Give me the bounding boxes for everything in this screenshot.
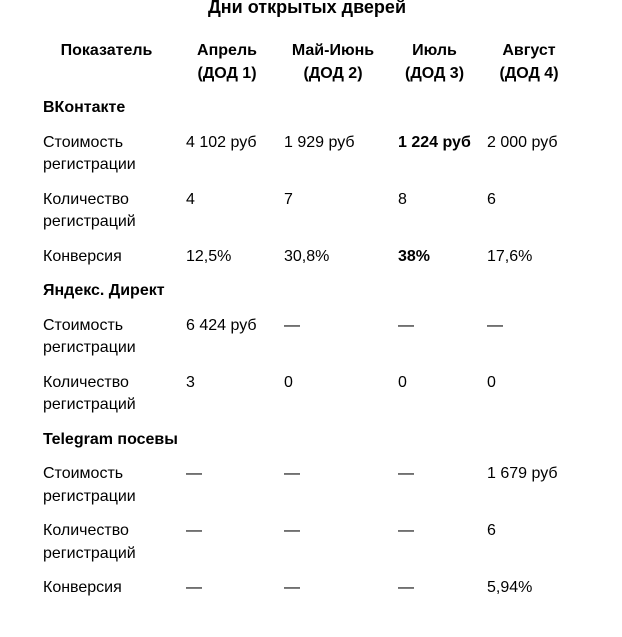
header-row (35, 34, 579, 91)
table-cell: — (186, 465, 202, 482)
table-cell: 8 (398, 190, 407, 208)
table-cell-highlight: 1 224 руб (398, 133, 471, 151)
row-label: Стоимость регистрации (43, 316, 136, 356)
table-cell: 3 (186, 373, 195, 391)
section-title: ВКонтакте (43, 99, 126, 116)
table-cell: — (487, 316, 503, 334)
header-period (178, 34, 276, 91)
section-row (35, 91, 579, 126)
row-label: Конверсия (43, 579, 122, 596)
table-cell: 6 (487, 522, 496, 539)
row-label: Конверсия (43, 247, 122, 265)
table-cell: — (284, 316, 300, 334)
table-cell: 0 (284, 373, 293, 391)
table-cell: 7 (284, 190, 293, 208)
header-month: Апрель (197, 42, 257, 59)
table-cell: 1 679 руб (487, 465, 558, 482)
table-cell: 30,8% (284, 247, 330, 265)
table-cell: 17,6% (487, 247, 533, 265)
table-row (35, 366, 579, 423)
table-cell: 4 102 руб (186, 133, 257, 151)
table-cell: 6 (487, 190, 496, 208)
header-period (390, 34, 479, 91)
table-row (35, 457, 579, 514)
header-event: (ДОД 3) (404, 64, 465, 82)
table-cell: — (284, 465, 300, 482)
table-row (35, 240, 579, 275)
section-title: Яндекс. Директ (43, 282, 165, 299)
table-cell: 4 (186, 190, 195, 208)
row-label: Количество регистраций (43, 190, 136, 230)
table-cell-highlight: 38% (398, 247, 431, 265)
table-row (35, 514, 579, 571)
row-label: Стоимость регистрации (43, 465, 136, 505)
table-row (35, 126, 579, 183)
table-cell: — (398, 316, 414, 334)
table-cell: 2 000 руб (487, 133, 558, 151)
table-cell: — (398, 579, 414, 596)
table-cell: — (398, 522, 414, 539)
row-label: Количество регистраций (43, 522, 136, 562)
table-cell: — (186, 579, 202, 596)
open-days-table (35, 34, 579, 606)
table-cell: — (186, 522, 202, 539)
row-label: Количество регистраций (43, 373, 136, 413)
row-label: Стоимость регистрации (43, 133, 136, 173)
header-event: (ДОД 4) (499, 64, 559, 82)
header-event: (ДОД 2) (303, 64, 363, 82)
section-title: Telegram посевы (43, 430, 178, 448)
header-period (479, 34, 579, 91)
header-period (276, 34, 390, 91)
table-cell: 1 929 руб (284, 133, 355, 151)
page-title: Дни открытых дверей (207, 0, 407, 17)
table-row (35, 571, 579, 606)
header-indicator: Показатель (60, 42, 153, 59)
table-cell: 6 424 руб (186, 316, 257, 334)
table-cell: — (284, 579, 300, 596)
table-cell: 12,5% (186, 247, 232, 265)
header-month: Июль (412, 42, 457, 59)
table-row (35, 309, 579, 366)
table-cell: — (284, 522, 300, 539)
header-event: (ДОД 1) (197, 64, 257, 82)
table-row (35, 183, 579, 240)
section-row (35, 274, 579, 309)
section-row (35, 423, 579, 458)
header-month: Август (502, 42, 556, 59)
table-cell: 0 (487, 373, 496, 391)
table-cell: — (398, 465, 414, 482)
table-cell: 5,94% (487, 579, 533, 596)
table-cell: 0 (398, 373, 407, 391)
header-month: Май-Июнь (291, 42, 375, 59)
